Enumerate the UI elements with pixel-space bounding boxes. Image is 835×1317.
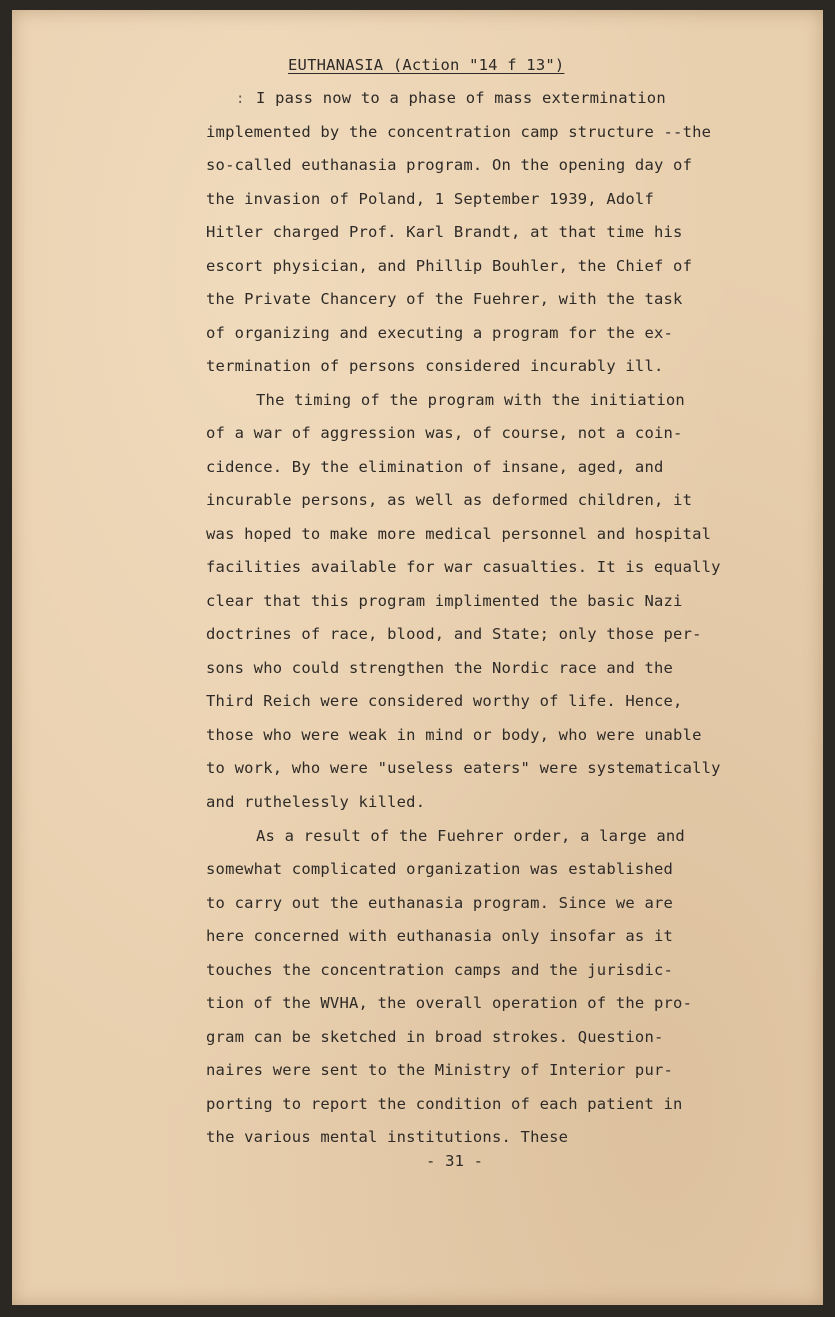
text-line: and ruthelessly killed. [206, 793, 426, 811]
text-line: tion of the WVHA, the overall operation of the pro- [206, 994, 693, 1012]
text-line: so-called euthanasia program. On the opening day of [206, 156, 693, 174]
page-number: - 31 - [426, 1152, 484, 1170]
text-line: of organizing and executing a program for the ex- [206, 324, 674, 342]
document-page [12, 10, 823, 1305]
document-title: EUTHANASIA (Action "14 f 13") [288, 56, 565, 74]
text-line: was hoped to make more medical personnel and hospital [206, 525, 712, 543]
text-line: escort physician, and Phillip Bouhler, the Chief of [206, 257, 693, 275]
text-line: of a war of aggression was, of course, not a coin- [206, 424, 683, 442]
text-line: here concerned with euthanasia only insofar as it [206, 927, 674, 945]
text-line: incurable persons, as well as deformed children, it [206, 491, 693, 509]
text-line: As a result of the Fuehrer order, a large and [256, 827, 685, 845]
text-line: clear that this program implimented the basic Nazi [206, 592, 683, 610]
text-line: porting to report the condition of each patient in [206, 1095, 683, 1113]
text-line: touches the concentration camps and the jurisdic- [206, 961, 674, 979]
text-line: the invasion of Poland, 1 September 1939, Adolf [206, 190, 654, 208]
text-line: I pass now to a phase of mass extermination [256, 89, 666, 107]
text-line: naires were sent to the Ministry of Interior pur- [206, 1061, 674, 1079]
margin-mark: : [236, 91, 245, 107]
text-line: doctrines of race, blood, and State; only those per- [206, 625, 702, 643]
text-line: gram can be sketched in broad strokes. Question- [206, 1028, 664, 1046]
text-line: implemented by the concentration camp structure --the [206, 123, 712, 141]
text-line: facilities available for war casualties. It is equally [206, 558, 721, 576]
text-line: sons who could strengthen the Nordic race and the [206, 659, 674, 677]
text-line: cidence. By the elimination of insane, aged, and [206, 458, 664, 476]
text-line: The timing of the program with the initiation [256, 391, 685, 409]
text-line: Hitler charged Prof. Karl Brandt, at that time his [206, 223, 683, 241]
text-line: Third Reich were considered worthy of life. Hence, [206, 692, 683, 710]
text-line: to carry out the euthanasia program. Since we are [206, 894, 674, 912]
text-line: to work, who were "useless eaters" were systematically [206, 759, 721, 777]
text-line: termination of persons considered incurably ill. [206, 357, 664, 375]
text-line: those who were weak in mind or body, who were unable [206, 726, 702, 744]
text-line: somewhat complicated organization was established [206, 860, 674, 878]
text-line: the Private Chancery of the Fuehrer, with the task [206, 290, 683, 308]
text-line: the various mental institutions. These [206, 1128, 569, 1146]
